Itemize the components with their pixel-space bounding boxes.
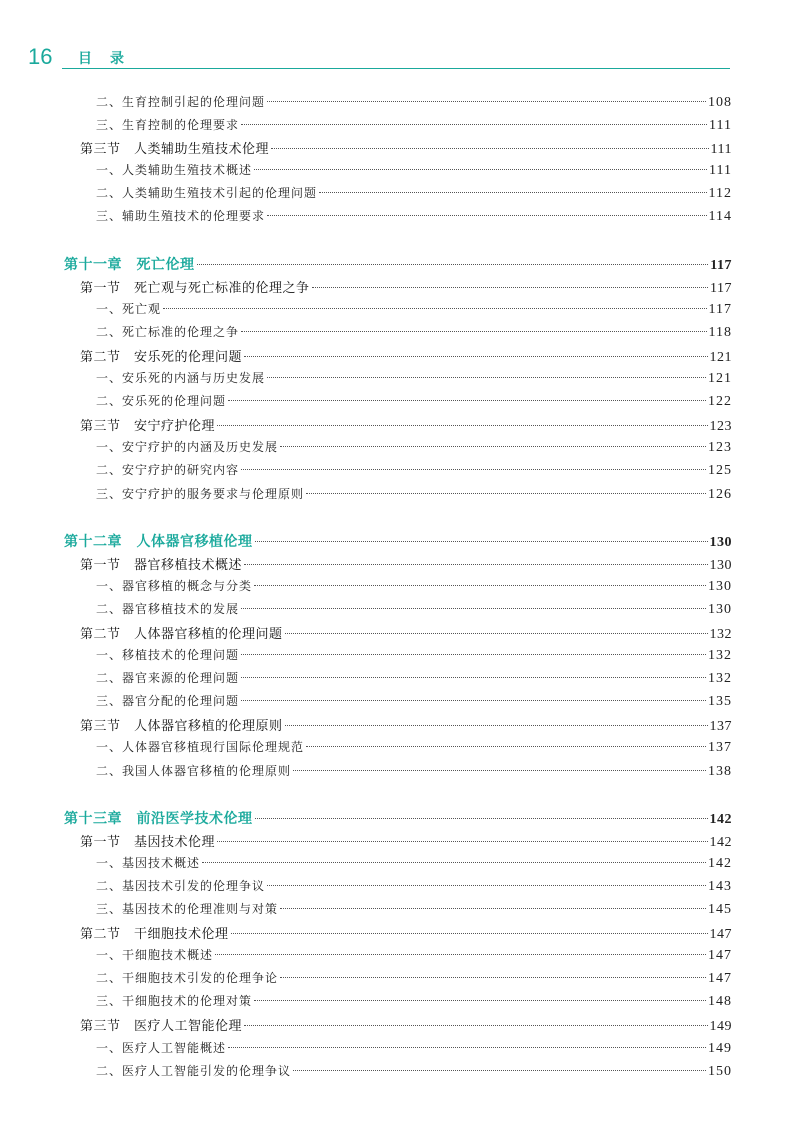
toc-item[interactable] <box>96 207 732 225</box>
toc-page-number: 149 <box>708 1041 732 1056</box>
dot-leader <box>241 469 706 470</box>
toc-page-number: 138 <box>708 764 732 779</box>
dot-leader <box>255 818 708 819</box>
toc-item-title: 三、生育控制的伦理要求 <box>96 118 240 132</box>
toc-item[interactable] <box>96 969 732 987</box>
toc-page-number: 145 <box>708 902 732 917</box>
toc-page-number: 126 <box>708 487 732 502</box>
toc-section-title: 第三节 人类辅助生殖技术伦理 <box>80 142 270 157</box>
toc-item[interactable] <box>96 900 732 918</box>
toc-page-number: 148 <box>708 994 732 1009</box>
toc-item-title: 二、医疗人工智能引发的伦理争议 <box>96 1064 292 1078</box>
toc-chapter-title: 第十一章 死亡伦理 <box>64 257 195 273</box>
dot-leader <box>254 1000 706 1001</box>
toc-item-title: 一、移植技术的伦理问题 <box>96 648 240 662</box>
toc-page-number: 132 <box>709 627 732 642</box>
toc-item-title: 三、安宁疗护的服务要求与伦理原则 <box>96 487 305 501</box>
dot-leader <box>267 377 706 378</box>
toc-item-title: 一、人体器官移植现行国际伦理规范 <box>96 740 305 754</box>
toc-item[interactable] <box>96 600 732 618</box>
dot-leader <box>306 493 706 494</box>
dot-leader <box>241 677 706 678</box>
toc-page-number: 130 <box>709 535 732 550</box>
dot-leader <box>254 169 707 170</box>
toc-item-title: 一、人类辅助生殖技术概述 <box>96 163 253 177</box>
toc-chapter-title: 第十三章 前沿医学技术伦理 <box>64 811 253 827</box>
toc-page-number: 132 <box>708 671 732 686</box>
toc-section-title: 第一节 死亡观与死亡标准的伦理之争 <box>80 281 310 296</box>
toc-item[interactable] <box>96 161 732 179</box>
dot-leader <box>244 356 707 357</box>
toc-item[interactable] <box>96 93 732 111</box>
toc-item[interactable] <box>96 762 732 780</box>
toc-section[interactable] <box>80 1015 732 1035</box>
toc-section-title: 第二节 安乐死的伦理问题 <box>80 350 243 365</box>
toc-page-number: 132 <box>708 648 732 663</box>
toc-page-number: 150 <box>708 1064 732 1079</box>
dot-leader <box>293 1070 706 1071</box>
toc-section[interactable] <box>80 554 732 574</box>
toc-item-title: 三、干细胞技术的伦理对策 <box>96 994 253 1008</box>
toc-item[interactable] <box>96 300 732 318</box>
dot-leader <box>241 700 706 701</box>
toc-item-title: 二、人类辅助生殖技术引起的伦理问题 <box>96 186 318 200</box>
toc-item-title: 二、安宁疗护的研究内容 <box>96 463 240 477</box>
toc-chapter[interactable] <box>64 254 732 274</box>
dot-leader <box>254 585 706 586</box>
toc-item-title: 一、死亡观 <box>96 302 162 316</box>
toc-item-title: 二、器官移植技术的发展 <box>96 602 240 616</box>
toc-page-number: 112 <box>708 186 732 201</box>
toc-section[interactable] <box>80 715 732 735</box>
dot-leader <box>319 192 707 193</box>
toc-section[interactable] <box>80 831 732 851</box>
dot-leader <box>255 541 708 542</box>
toc-section[interactable] <box>80 415 732 435</box>
toc-page-number: 117 <box>710 258 732 273</box>
dot-leader <box>202 862 706 863</box>
page-number: 16 <box>28 44 53 69</box>
toc-item-title: 三、器官分配的伦理问题 <box>96 694 240 708</box>
toc-page-number: 123 <box>709 419 732 434</box>
toc-item-title: 一、干细胞技术概述 <box>96 948 214 962</box>
toc-item[interactable] <box>96 1062 732 1080</box>
header-title: 目录 <box>78 51 142 67</box>
dot-leader <box>217 841 707 842</box>
toc-item-title: 二、干细胞技术引发的伦理争论 <box>96 971 279 985</box>
toc-page-number: 111 <box>710 142 732 157</box>
toc-item[interactable] <box>96 438 732 456</box>
toc-page-number: 123 <box>708 440 732 455</box>
dot-leader <box>280 908 706 909</box>
toc-section[interactable] <box>80 623 732 643</box>
toc-page-number: 121 <box>709 350 732 365</box>
toc-page-number: 147 <box>708 948 732 963</box>
dot-leader <box>312 287 709 288</box>
dot-leader <box>306 746 706 747</box>
toc-page-number: 121 <box>708 371 732 386</box>
toc-item[interactable] <box>96 646 732 664</box>
dot-leader <box>293 770 706 771</box>
toc-page-number: 149 <box>709 1019 732 1034</box>
dot-leader <box>197 264 709 265</box>
toc-item[interactable] <box>96 184 732 202</box>
toc-page-number: 122 <box>708 394 732 409</box>
toc-chapter[interactable] <box>64 808 732 828</box>
toc-page-number: 130 <box>708 579 732 594</box>
dot-leader <box>228 400 706 401</box>
toc-chapter[interactable] <box>64 531 732 551</box>
toc-section[interactable] <box>80 346 732 366</box>
toc-page-number: 135 <box>708 694 732 709</box>
toc-page-number: 117 <box>708 302 732 317</box>
toc-item-title: 二、安乐死的伦理问题 <box>96 394 227 408</box>
toc-item[interactable] <box>96 692 732 710</box>
toc-page-number: 142 <box>709 835 732 850</box>
toc-item[interactable] <box>96 116 732 134</box>
toc-page-number: 108 <box>708 95 732 110</box>
toc-item-title: 二、生育控制引起的伦理问题 <box>96 95 266 109</box>
toc-page-number: 117 <box>710 281 732 296</box>
dot-leader <box>280 446 706 447</box>
toc-page-number: 147 <box>709 927 732 942</box>
toc-page-number: 130 <box>708 602 732 617</box>
toc-item-title: 一、基因技术概述 <box>96 856 201 870</box>
toc-section-title: 第二节 人体器官移植的伦理问题 <box>80 627 283 642</box>
toc-item-title: 一、医疗人工智能概述 <box>96 1041 227 1055</box>
toc-item-title: 二、基因技术引发的伦理争议 <box>96 879 266 893</box>
toc-page-number: 147 <box>708 971 732 986</box>
toc-chapter-title: 第十二章 人体器官移植伦理 <box>64 534 253 550</box>
toc-item[interactable] <box>96 369 732 387</box>
toc-item-title: 三、基因技术的伦理准则与对策 <box>96 902 279 916</box>
toc-item[interactable] <box>96 461 732 479</box>
toc-page-number: 114 <box>708 209 732 224</box>
toc-item[interactable] <box>96 854 732 872</box>
toc-section-title: 第三节 医疗人工智能伦理 <box>80 1019 243 1034</box>
toc-page-number: 125 <box>708 463 732 478</box>
toc-section-title: 第二节 干细胞技术伦理 <box>80 927 229 942</box>
toc-item[interactable] <box>96 485 732 503</box>
dot-leader <box>215 954 706 955</box>
dot-leader <box>285 633 708 634</box>
toc-item[interactable] <box>96 946 732 964</box>
dot-leader <box>163 308 707 309</box>
dot-leader <box>241 331 707 332</box>
dot-leader <box>271 148 709 149</box>
toc-item[interactable] <box>96 738 732 756</box>
dot-leader <box>267 885 706 886</box>
toc-item-title: 二、死亡标准的伦理之争 <box>96 325 240 339</box>
toc-item[interactable] <box>96 392 732 410</box>
dot-leader <box>285 725 708 726</box>
toc-item-title: 二、我国人体器官移植的伦理原则 <box>96 764 292 778</box>
dot-leader <box>244 564 707 565</box>
toc-item[interactable] <box>96 669 732 687</box>
toc-page-number: 111 <box>709 118 732 133</box>
toc-item[interactable] <box>96 877 732 895</box>
toc-page-number: 130 <box>709 558 732 573</box>
dot-leader <box>231 933 708 934</box>
toc-page-number: 137 <box>708 740 732 755</box>
toc-item-title: 一、安宁疗护的内涵及历史发展 <box>96 440 279 454</box>
toc-item-title: 二、器官来源的伦理问题 <box>96 671 240 685</box>
dot-leader <box>241 608 706 609</box>
toc-item-title: 三、辅助生殖技术的伦理要求 <box>96 209 266 223</box>
dot-leader <box>267 215 707 216</box>
dot-leader <box>228 1047 706 1048</box>
toc-page-number: 142 <box>709 812 732 827</box>
toc-item-title: 一、器官移植的概念与分类 <box>96 579 253 593</box>
toc-page-number: 137 <box>709 719 732 734</box>
toc-section-title: 第一节 基因技术伦理 <box>80 835 216 850</box>
toc-item[interactable] <box>96 1039 732 1057</box>
toc-item[interactable] <box>96 323 732 341</box>
dot-leader <box>217 425 707 426</box>
dot-leader <box>241 124 707 125</box>
toc-item[interactable] <box>96 577 732 595</box>
dot-leader <box>280 977 706 978</box>
toc-item-title: 一、安乐死的内涵与历史发展 <box>96 371 266 385</box>
toc-page-number: 118 <box>708 325 732 340</box>
toc-section-title: 第三节 安宁疗护伦理 <box>80 419 216 434</box>
toc-page-number: 143 <box>708 879 732 894</box>
toc-section[interactable] <box>80 277 732 297</box>
dot-leader <box>267 101 706 102</box>
dot-leader <box>241 654 706 655</box>
toc-section[interactable] <box>80 923 732 943</box>
toc-item[interactable] <box>96 992 732 1010</box>
toc-section-title: 第三节 人体器官移植的伦理原则 <box>80 719 283 734</box>
dot-leader <box>244 1025 707 1026</box>
toc-section-title: 第一节 器官移植技术概述 <box>80 558 243 573</box>
toc-page-number: 111 <box>709 163 732 178</box>
toc-page-number: 142 <box>708 856 732 871</box>
toc-section[interactable] <box>80 138 732 158</box>
